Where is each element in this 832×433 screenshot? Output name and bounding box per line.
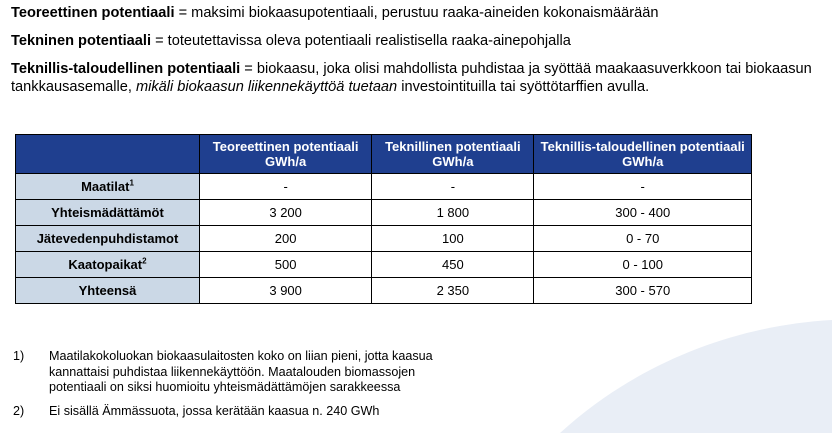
table-cell: 3 200 — [200, 200, 372, 226]
definition-text: = biokaasu, joka olisi mahdollista puhdistaa ja syöttää maakaasuverkkoon tai biokaasun tankkausasemalle, — [11, 61, 812, 95]
table-row — [16, 226, 752, 252]
row-label — [16, 252, 200, 278]
table-cell: - — [372, 174, 534, 200]
table-row — [16, 174, 752, 200]
table-cell: 0 - 100 — [534, 252, 752, 278]
table-row — [16, 200, 752, 226]
row-label-text: Maatilat — [81, 179, 130, 194]
table-cell: 450 — [372, 252, 534, 278]
table-cell: 200 — [200, 226, 372, 252]
table-cell: 300 - 400 — [534, 200, 752, 226]
table-cell: 1 800 — [372, 200, 534, 226]
footnote-number: 1) — [13, 349, 25, 363]
table-cell: 100 — [372, 226, 534, 252]
row-label — [16, 174, 200, 200]
header-theoretical: Teoreettinen potentiaali GWh/a — [200, 135, 372, 174]
table-row — [16, 252, 752, 278]
row-label — [16, 200, 200, 226]
row-label-text: Jätevedenpuhdistamot — [36, 231, 179, 246]
row-label-text: Yhteismädättämöt — [51, 205, 164, 220]
table-header-row — [16, 135, 752, 174]
definition-term: Teknillis-taloudellinen potentiaali — [11, 61, 241, 77]
row-label — [16, 226, 200, 252]
definition-term: Teoreettinen potentiaali — [11, 5, 175, 21]
header-corner-cell — [16, 135, 200, 174]
definition-text: = maksimi biokaasupotentiaali, perustuu raaka-aineiden kokonaismäärään — [174, 5, 659, 21]
table-cell: - — [200, 174, 372, 200]
row-label-text: Yhteensä — [78, 283, 137, 298]
row-label — [16, 278, 200, 304]
definition-text: = toteutettavissa oleva potentiaali realistisella raaka-ainepohjalla — [151, 33, 571, 49]
header-techno-economic: Teknillis-taloudellinen potentiaali GWh/a — [534, 135, 752, 174]
definition-theoretical — [11, 4, 826, 22]
definition-italic: mikäli biokaasun liikennekäyttöä tuetaan — [135, 79, 398, 95]
table-row-total — [16, 278, 752, 304]
row-label-text: Kaatopaikat — [68, 257, 143, 272]
footnote-text: Maatilakokoluokan biokaasulaitosten koko on liian pieni, jotta kaasua kannattaisi puhdistaa liikennekäyttöön. Maatalouden biomassojen potentiaali on siksi huomioitu yhteismädättämöjen sarakkeessa — [49, 349, 433, 394]
definition-term: Tekninen potentiaali — [11, 33, 152, 49]
table-cell: 300 - 570 — [534, 278, 752, 304]
table-cell: 500 — [200, 252, 372, 278]
table-cell: 0 - 70 — [534, 226, 752, 252]
footnote-1 — [13, 349, 473, 396]
definitions — [11, 4, 826, 106]
footnote-marker: 2 — [142, 256, 147, 266]
definition-text-after: investointituilla tai syöttötarffien avulla. — [397, 79, 650, 95]
footnote-text: Ei sisällä Ämmässuota, jossa kerätään kaasua n. 240 GWh — [49, 403, 380, 418]
table-cell: - — [534, 174, 752, 200]
definition-techno-economic — [11, 60, 826, 96]
table-cell: 3 900 — [200, 278, 372, 304]
potential-table — [15, 134, 752, 304]
header-technical: Teknillinen potentiaali GWh/a — [372, 135, 534, 174]
definition-technical — [11, 32, 826, 50]
table-cell: 2 350 — [372, 278, 534, 304]
footnote-marker: 1 — [129, 178, 134, 188]
footnote-number: 2) — [13, 403, 25, 418]
footnotes — [13, 349, 473, 427]
footnote-2 — [13, 404, 473, 420]
